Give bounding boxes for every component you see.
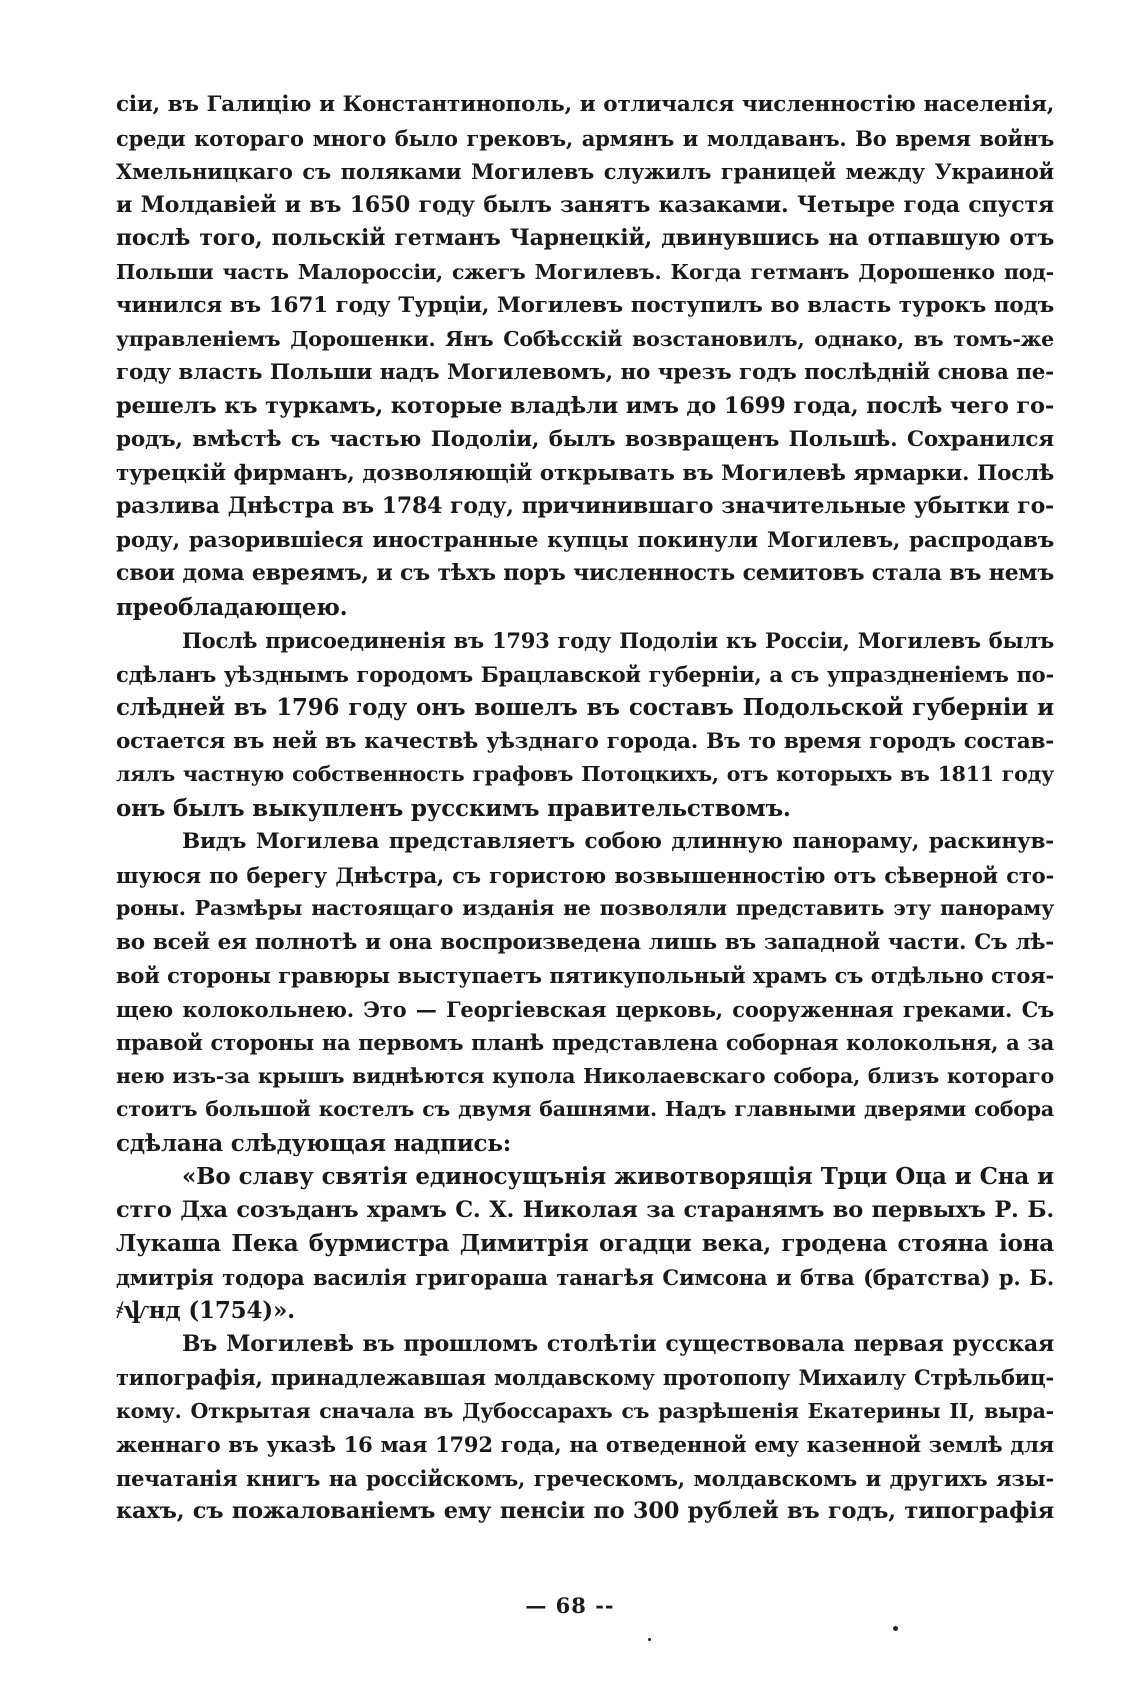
page-number: — 68 -- xyxy=(525,1593,615,1618)
text-line: Въ Могилевѣ въ прошломъ столѣтіи существовала первая русская xyxy=(182,1330,1054,1357)
text-line: вой стороны гравюры выступаетъ пятикупольный храмъ съ отдѣльно стоя- xyxy=(116,963,1054,988)
text-line: остается въ ней въ качествѣ уѣзднаго города. Въ то время городъ состав- xyxy=(116,728,1054,754)
text-line: послѣ того, польскій гетманъ Чарнецкій, двинувшись на отпавшую отъ xyxy=(116,225,1054,251)
text-line: «Во славу святія единосущънія животворящія Трци Оца и Сна и xyxy=(182,1163,1054,1190)
text-line: преобладающею. xyxy=(116,593,348,621)
text-line: Польши часть Малороссіи, сжегъ Могилевъ. Когда гетманъ Дорошенко под- xyxy=(116,259,1054,284)
text-line: Послѣ присоединенія въ 1793 году Подоліи къ Россіи, Могилевъ былъ xyxy=(182,628,1054,653)
text-line: решелъ къ туркамъ, которые владѣли имъ до 1699 года, послѣ чего го- xyxy=(116,392,1054,419)
text-line: стоитъ большой костелъ съ двумя башнями. Надъ главными дверями собора xyxy=(116,1097,1054,1121)
text-line: онъ былъ выкупленъ русскимъ правительствомъ. xyxy=(116,794,791,822)
text-line: лялъ частную собственность графовъ Потоцкихъ, отъ которыхъ въ 1811 году xyxy=(116,762,1054,786)
speck-mark xyxy=(648,1638,651,1641)
text-line: кому. Открытая сначала въ Дубоссарахъ съ разрѣшенія Екатерины II, выра- xyxy=(116,1398,1054,1423)
text-line: нею изъ-за крышъ виднѣются купола Николаевскаго собора, близъ котораго xyxy=(116,1063,1054,1088)
text-line: шуюся по берегу Днѣстра, съ гористою возвышенностію отъ сѣверной сто- xyxy=(116,862,1054,888)
text-line: сдѣлана слѣдующая надпись: xyxy=(116,1129,512,1157)
text-line: женнаго въ указѣ 16 мая 1792 года, на отведенной ему казенной землѣ для xyxy=(116,1432,1054,1457)
text-line: ҂ѱнд (1754)». xyxy=(116,1297,295,1324)
text-line: правой стороны на первомъ планѣ представлена соборная колокольня, а за xyxy=(116,1030,1054,1055)
text-line: чинился въ 1671 году Турціи, Могилевъ поступилъ во власть турокъ подъ xyxy=(116,293,1054,318)
text-line: печатанія книгъ на россійскомъ, греческомъ, молдавскомъ и другихъ язы- xyxy=(116,1465,1054,1491)
text-line: Хмельницкаго съ поляками Могилевъ служилъ границей между Украиной xyxy=(116,159,1054,184)
text-line: сіи, въ Галицію и Константинополь, и отличался численностію населенія, xyxy=(116,92,1054,117)
text-line: управленіемъ Дорошенки. Янъ Собѣсскій возстановилъ, однако, въ томъ-же xyxy=(116,326,1054,351)
text-line: кахъ, съ пожалованіемъ ему пенсіи по 300 рублей въ годъ, типографія xyxy=(116,1498,1054,1524)
text-line: родъ, вмѣстѣ съ частью Подоліи, былъ возвращенъ Польшѣ. Сохранился xyxy=(116,427,1054,452)
page-text xyxy=(116,88,1054,1529)
text-line: во всей ея полнотѣ и она воспроизведена лишь въ западной части. Съ лѣ- xyxy=(116,929,1054,955)
speck-mark xyxy=(893,1626,898,1631)
text-line: дмитрія тодора василія григораша танагѣя Симсона и бтва (братства) р. Б. xyxy=(116,1264,1054,1290)
text-line: разлива Днѣстра въ 1784 году, причинившаго значительные убытки го- xyxy=(116,493,1054,519)
text-line: году власть Польши надъ Могилевомъ, но чрезъ годъ послѣдній снова пе- xyxy=(116,360,1054,385)
text-line: среди котораго много было грековъ, армянъ и молдаванъ. Во время войнъ xyxy=(116,125,1054,151)
text-line: сдѣланъ уѣзднымъ городомъ Брацлавской губерніи, а съ упраздненіемъ по- xyxy=(116,661,1054,687)
text-line: Видъ Могилева представляетъ собою длинную панораму, раскинув- xyxy=(182,829,1054,854)
text-line: щею колокольнею. Это — Георгіевская церковь, сооруженная греками. Съ xyxy=(116,996,1054,1022)
text-line: свои дома евреямъ, и съ тѣхъ поръ численность семитовъ стала въ немъ xyxy=(116,560,1054,586)
text-line: Лукаша Пека бурмистра Димитрія огадци века, гродена стояна іона xyxy=(116,1230,1054,1257)
text-line: и Молдавіей и въ 1650 году былъ занятъ казаками. Четыре года спустя xyxy=(116,191,1054,218)
text-line: типографія, принадлежавшая молдавскому протопопу Михаилу Стрѣльбиц- xyxy=(116,1365,1054,1390)
text-line: роны. Размѣры настоящаго изданія не позволяли представить эту панораму xyxy=(116,896,1054,920)
text-line: турецкій фирманъ, дозволяющій открывать въ Могилевѣ ярмарки. Послѣ xyxy=(116,460,1054,486)
text-line: роду, разорившіеся иностранные купцы покинули Могилевъ, распродавъ xyxy=(116,527,1054,553)
text-line: слѣдней въ 1796 году онъ вошелъ въ составъ Подольской губерніи и xyxy=(116,694,1054,721)
text-line: стго Дха созъданъ храмъ С. Х. Николая за старанямъ во первыхъ Р. Б. xyxy=(116,1196,1054,1223)
